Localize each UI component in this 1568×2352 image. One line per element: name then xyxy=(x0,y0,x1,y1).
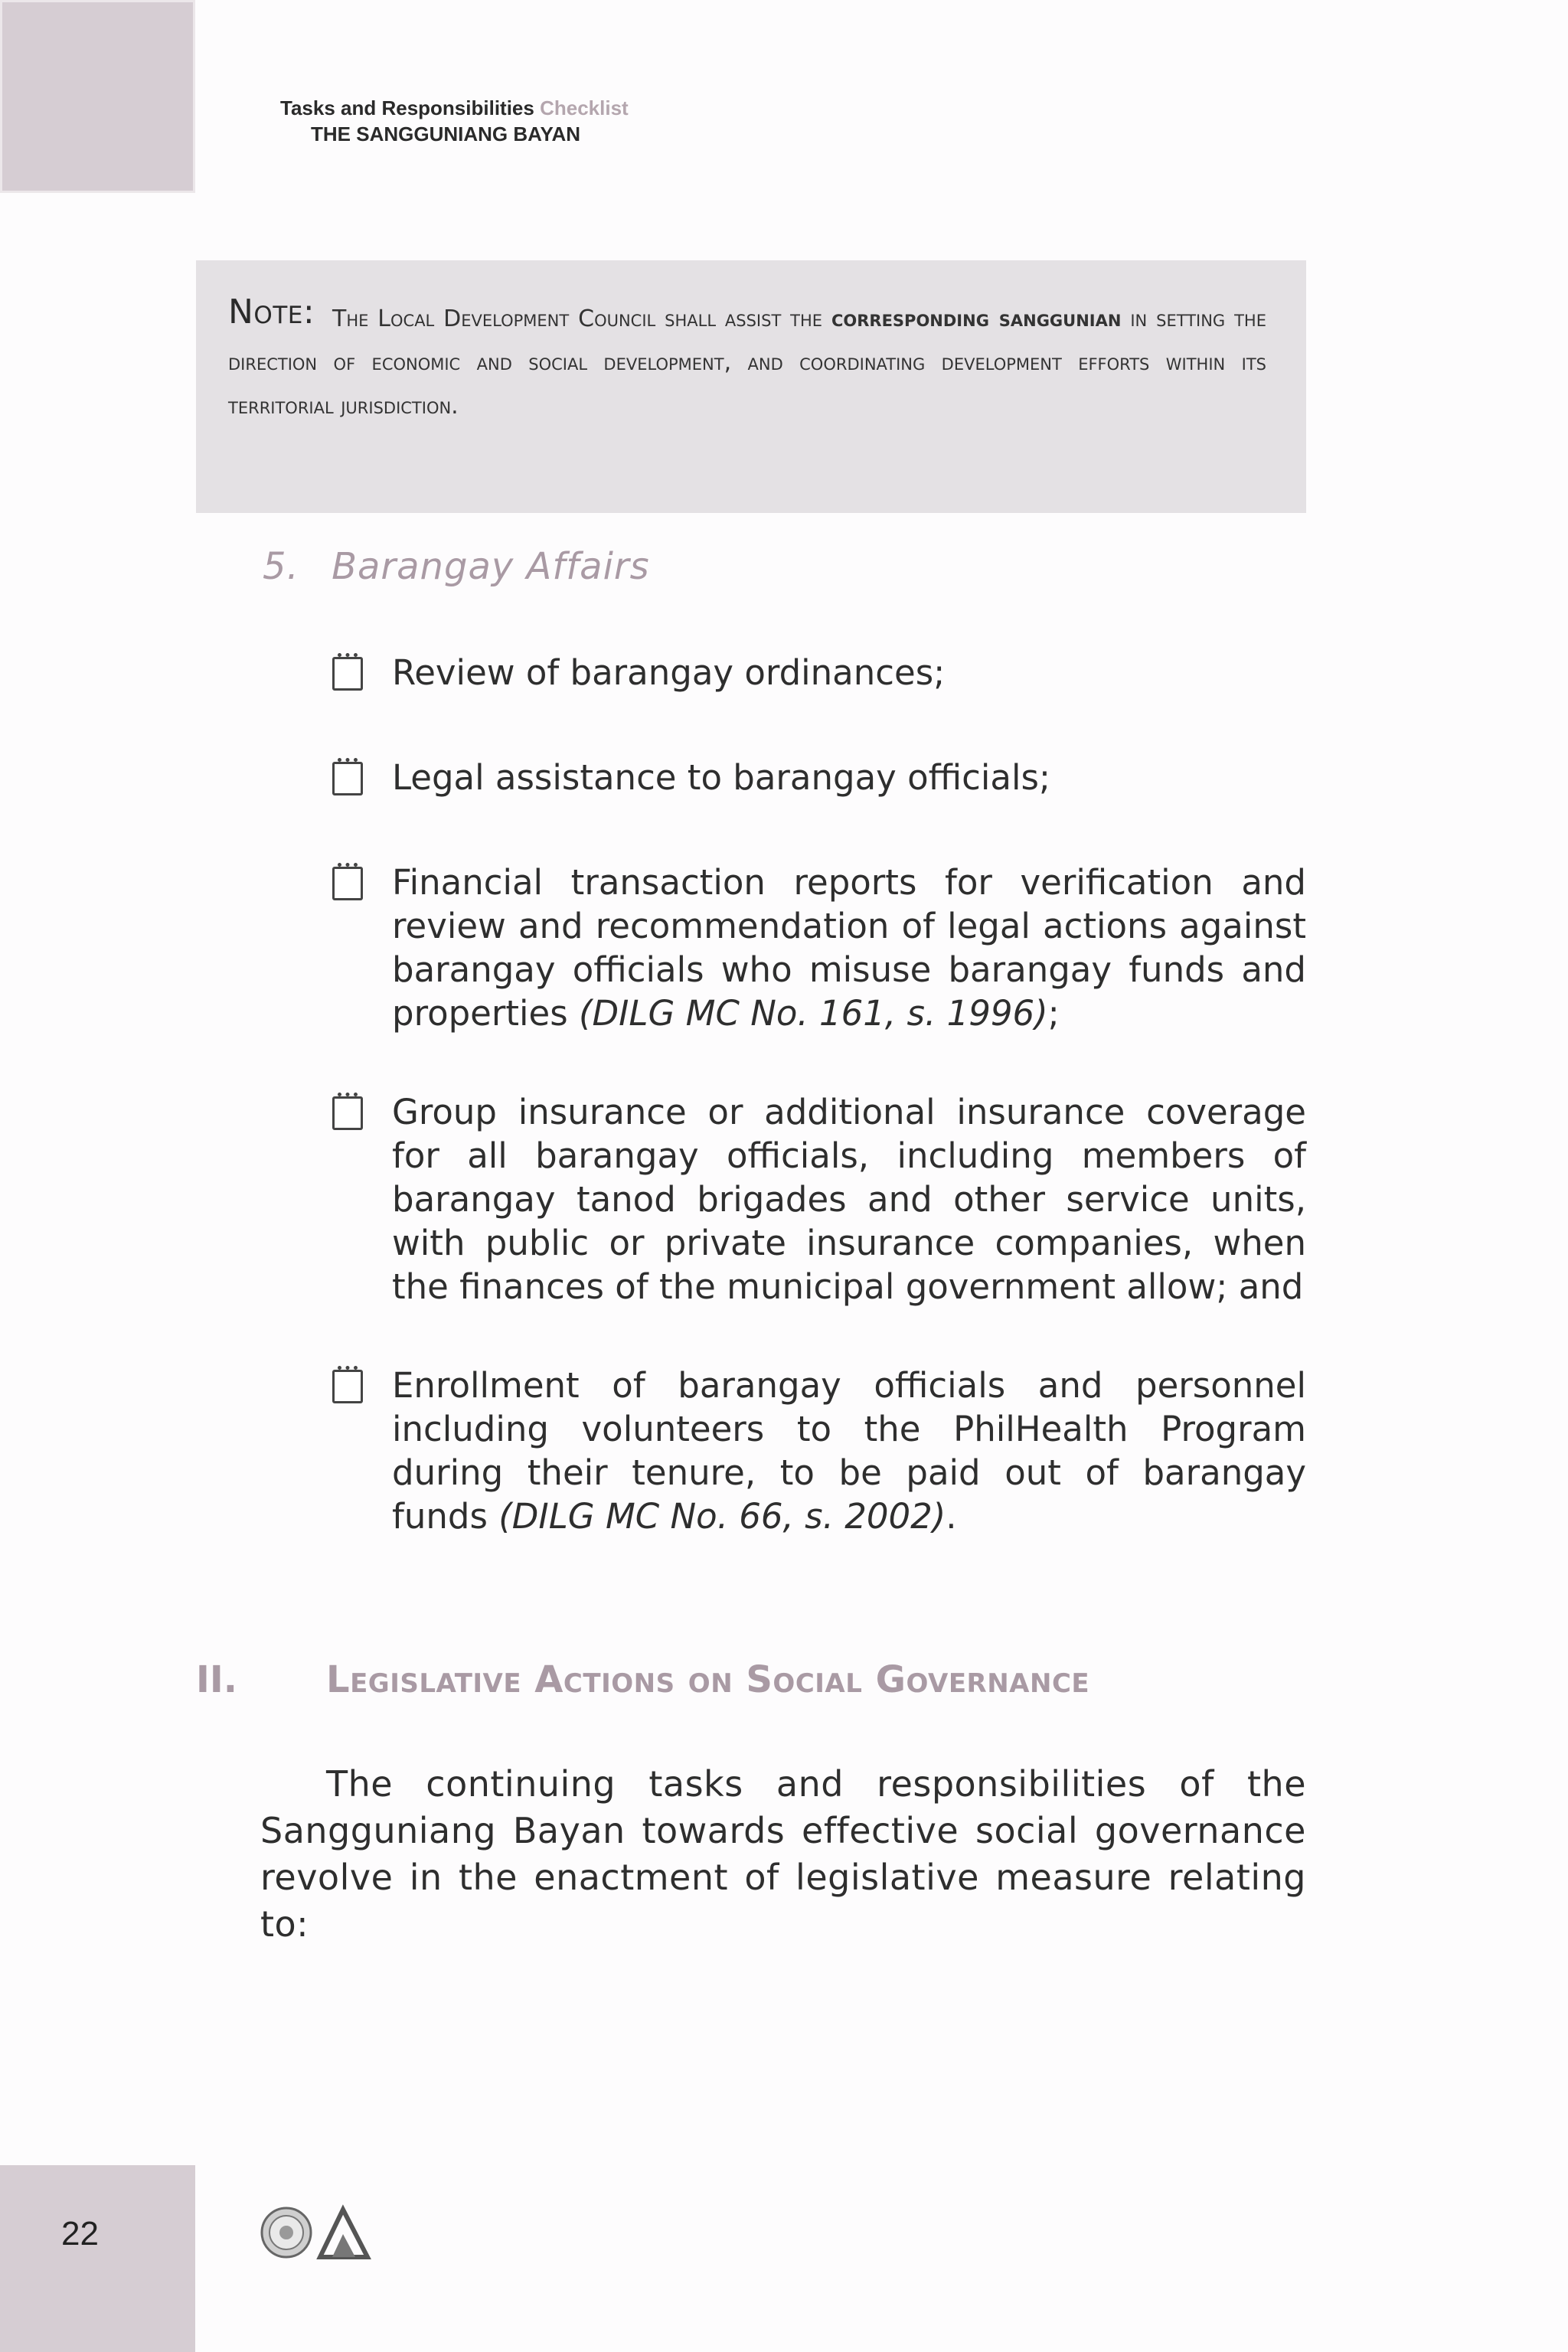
checklist-item-text: Group insurance or additional insurance coverage for all barangay officials, including members of barangay tanod brigades and other service units, with public or private insurance companies, when the finances of the municipal government allow; and xyxy=(392,1092,1306,1307)
checklist xyxy=(332,651,1306,1538)
subsection-number: 5. xyxy=(263,545,299,588)
checklist-item xyxy=(332,651,1306,694)
header-line-1 xyxy=(280,95,629,121)
checkbox-icon[interactable] xyxy=(332,1370,363,1403)
checklist-item-end: ; xyxy=(1047,993,1060,1034)
header-subtitle: Checklist xyxy=(540,96,629,119)
subsection-title: Barangay Affairs xyxy=(332,545,650,588)
checklist-item-text: Legal assistance to barangay officials; xyxy=(392,757,1051,798)
footer-logos xyxy=(260,2202,375,2263)
section-paragraph: The continuing tasks and responsibilities of the Sangguniang Bayan towards effective social governance revolve in the enactment of legislative measure relating to: xyxy=(260,1763,1306,1945)
note-text xyxy=(228,297,1266,428)
header-line-2: THE SANGGUNIANG BAYAN xyxy=(311,122,581,145)
running-header xyxy=(280,95,629,147)
checklist-item-end: . xyxy=(946,1496,957,1537)
section-title: Legislative Actions on Social Governance xyxy=(326,1658,1090,1701)
subsection-heading xyxy=(263,545,650,588)
note-text-start: The Local Development Council shall assist the xyxy=(332,305,823,332)
checklist-item-reference: (DILG MC No. 66, s. 2002) xyxy=(498,1496,946,1537)
checkbox-icon[interactable] xyxy=(332,1096,363,1130)
note-text-end: in setting the direction of economic and social development, and coordinating development efforts within its territorial jurisdiction. xyxy=(228,305,1266,420)
corner-tab-bottom xyxy=(0,2165,195,2352)
note-box xyxy=(196,260,1306,513)
checkbox-icon[interactable] xyxy=(332,762,363,795)
checkbox-icon[interactable] xyxy=(332,657,363,691)
corner-tab-top xyxy=(0,0,195,193)
checklist-item-text: Enrollment of barangay officials and personnel including volunteers to the PhilHealth Program during their tenure, to be paid out of barangay funds xyxy=(392,1365,1306,1537)
page-number: 22 xyxy=(61,2215,99,2252)
checklist-item-text: Financial transaction reports for verification and review and recommendation of legal actions against barangay officials who misuse barangay funds and properties xyxy=(392,862,1306,1034)
header-title: Tasks and Responsibilities xyxy=(280,96,534,119)
seal-icon xyxy=(262,2208,311,2257)
note-text-bold: corresponding sanggunian xyxy=(831,305,1122,332)
checklist-item xyxy=(332,1364,1306,1538)
checklist-item-reference: (DILG MC No. 161, s. 1996) xyxy=(578,993,1048,1034)
note-label: Note: xyxy=(228,292,315,332)
checklist-item-text: Review of barangay ordinances; xyxy=(392,652,946,693)
checklist-item xyxy=(332,861,1306,1035)
checklist-item xyxy=(332,756,1306,799)
section-number: II. xyxy=(196,1658,237,1701)
checkbox-icon[interactable] xyxy=(332,867,363,900)
checklist-item xyxy=(332,1090,1306,1308)
lga-logo-icon xyxy=(320,2210,368,2257)
